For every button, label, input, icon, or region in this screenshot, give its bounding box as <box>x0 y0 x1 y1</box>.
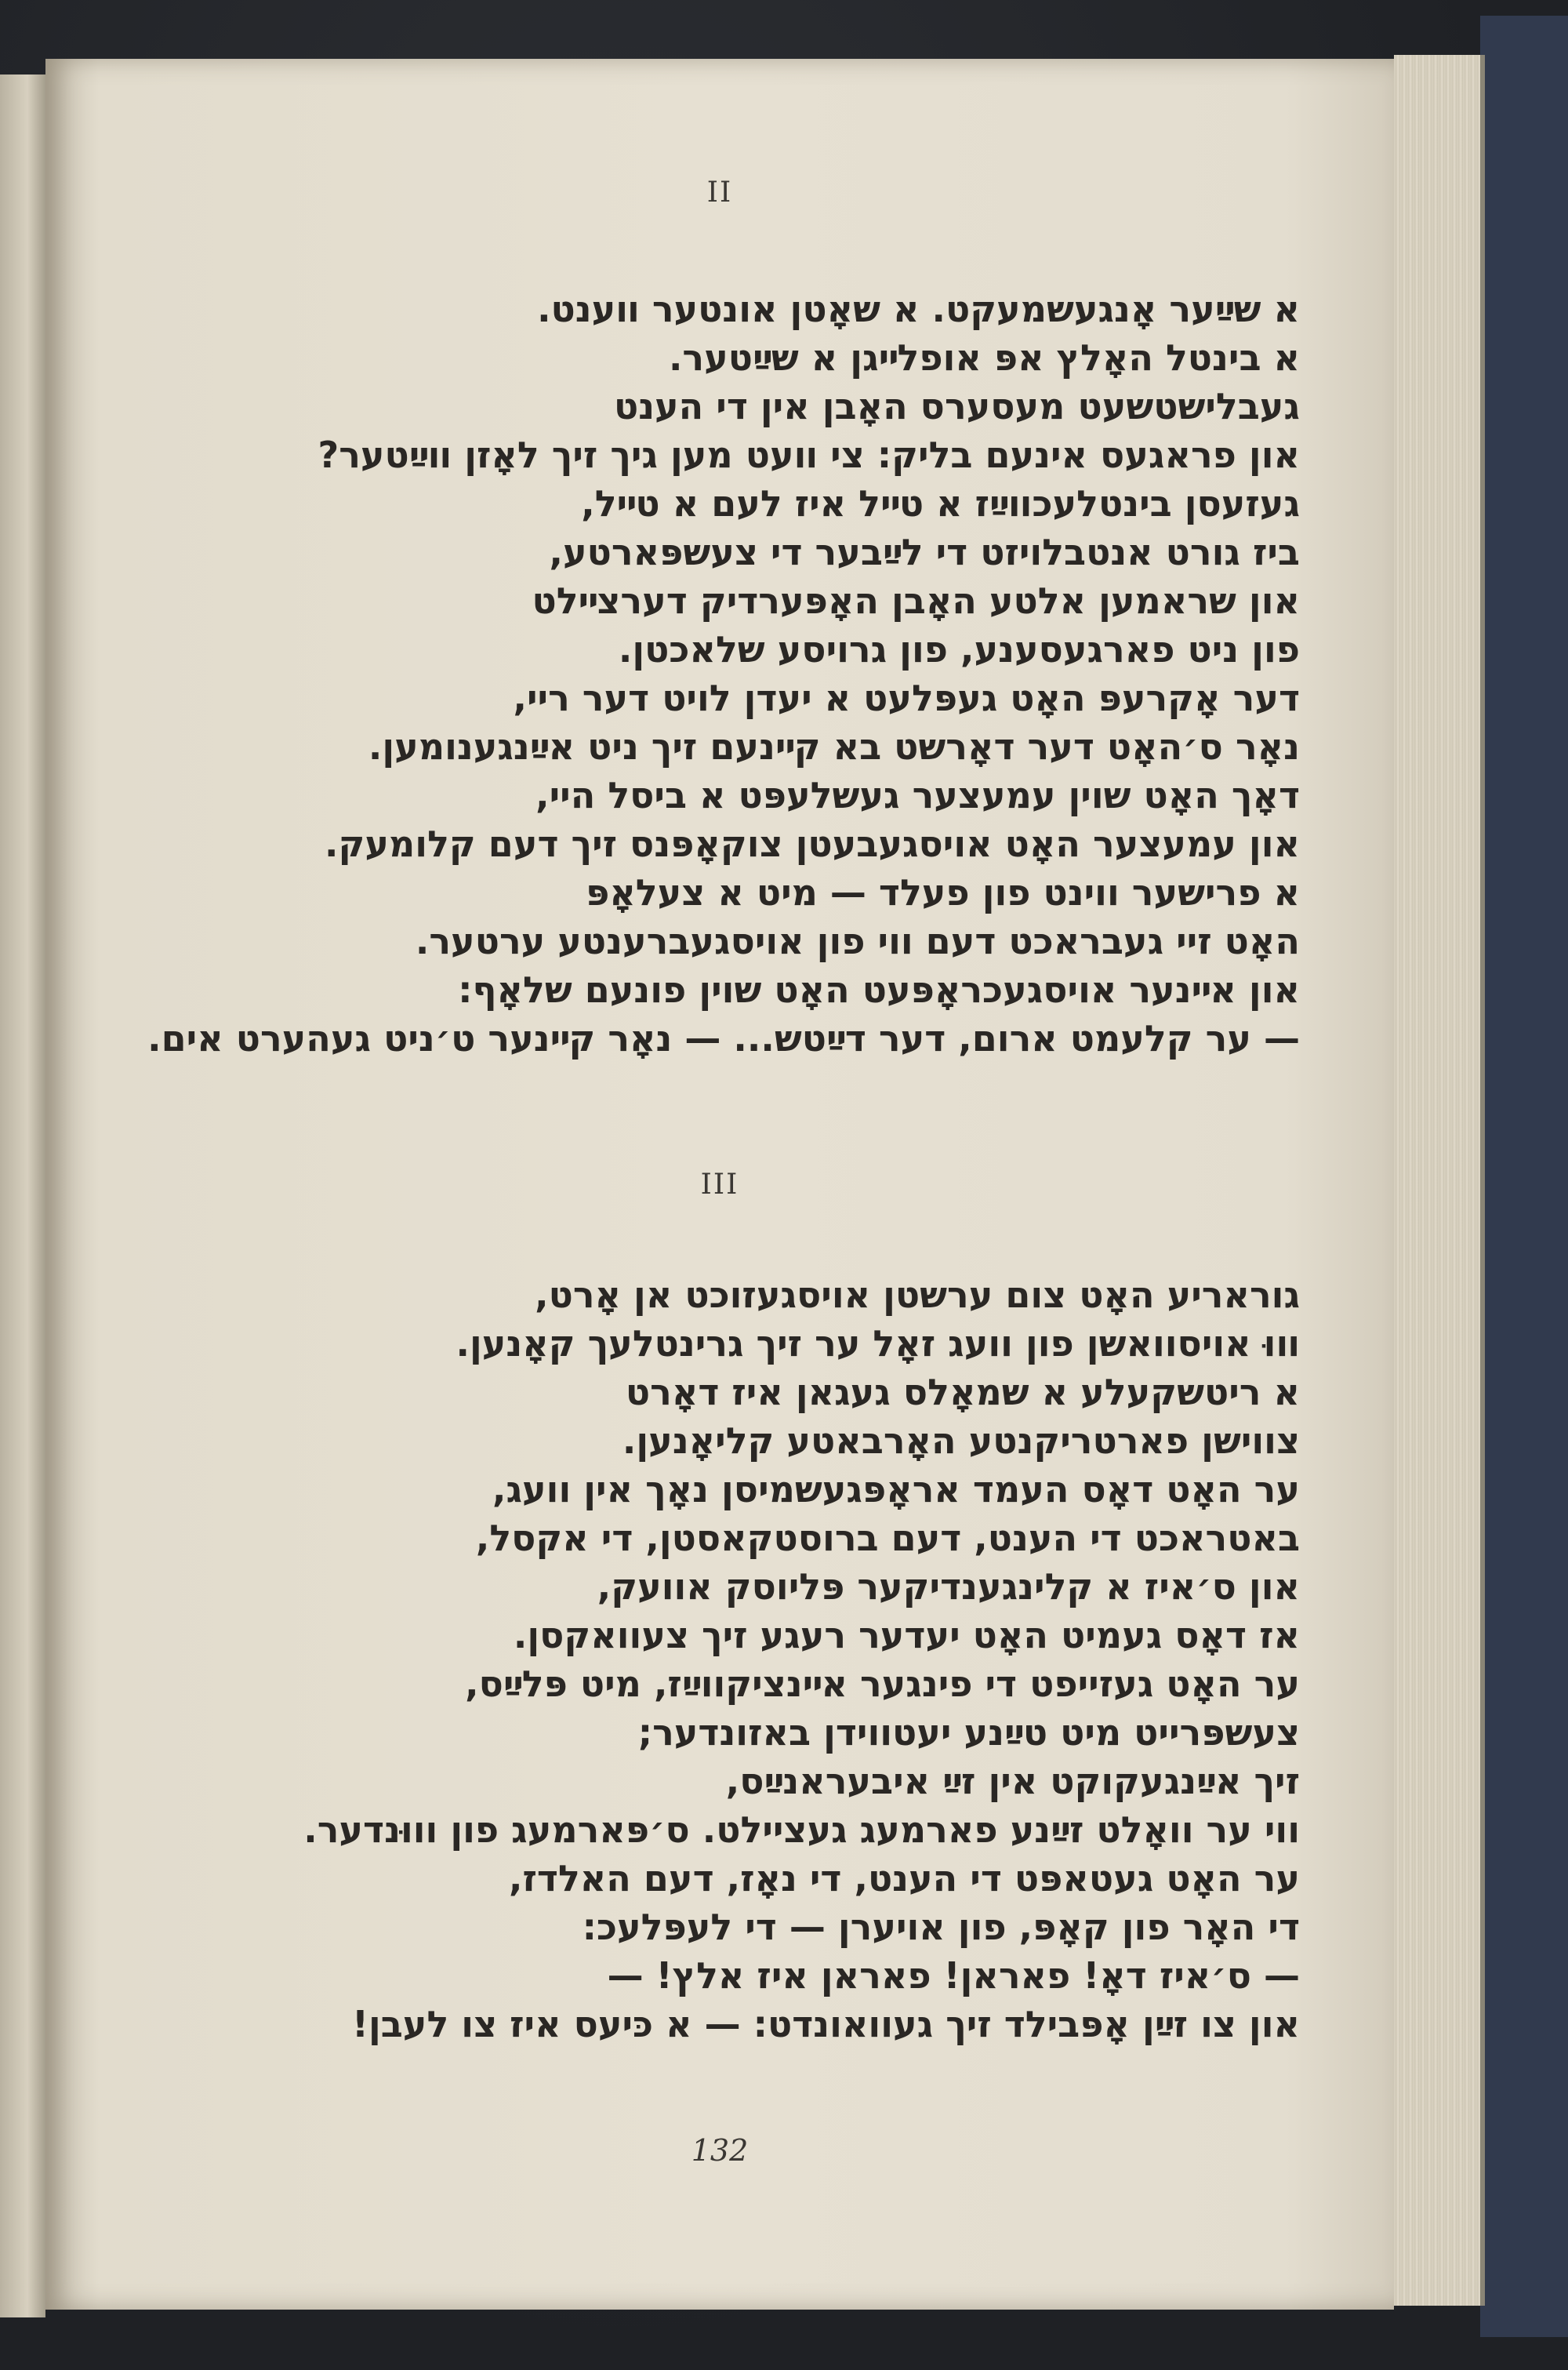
poem-line: א בינטל האָלץ אפּ אופלײגן א שײַטער. <box>668 336 1300 379</box>
poem-line: ביז גורט אנטבלויזט די לײַבער די צעשפּארטע, <box>549 531 1300 573</box>
poem-line: פון ניט פארגעסענע, פון גרויסע שלאכטן. <box>618 628 1300 671</box>
section-two-poem <box>124 285 1300 1063</box>
section-number-three: III <box>700 1169 739 1201</box>
poem-line: און אײנער אויסגעכראָפּעט האָט שוין פונעם שלאָף: <box>458 969 1300 1011</box>
poem-line: און שראמען אלטע האָבן האָפּערדיק דערצײלט <box>532 580 1300 622</box>
poem-line: דער אָקרעפּ האָט געפּלעט א יעדן לויט דער ריי, <box>513 677 1300 719</box>
poem-line: געזעסן בינטלעכװײַז א טײל איז לעם א טײל, <box>581 482 1300 525</box>
poem-line: נאָר ס׳האָט דער דאָרשט בא קײנעם זיך ניט אײַנגענומען. <box>368 725 1300 768</box>
poem-line: דאָך האָט שוין עמעצער געשלעפּט א ביסל היי, <box>535 774 1300 816</box>
poem-line: גוראריע האָט צום ערשטן אויסגעזוכט אן אָרט, <box>535 1274 1300 1316</box>
poem-line: און עמעצער האָט אויסגעבעטן צוקאָפּנס זיך דעם קלומעק. <box>325 823 1300 865</box>
poem-line: און פראגעס אינעם בליק: צי װעט מען גיך זיך לאָזן װײַטער? <box>318 434 1300 476</box>
poem-line: באטראכט די הענט, דעם ברוסטקאסטן, די אקסל, <box>475 1517 1300 1559</box>
section-number-two: II <box>706 176 733 209</box>
poem-line: צווישן פארטריקנטע האָרבאטע קליאָנען. <box>622 1419 1300 1462</box>
poem-line: און ס׳איז א קלינגענדיקער פּליוסק אוועק, <box>597 1565 1300 1608</box>
poem-line: זיך אײַנגעקוקט אין זײַ איבעראנײַס, <box>725 1760 1300 1802</box>
book-page <box>45 59 1394 2310</box>
poem-line: אז דאָס געמיט האָט יעדער רעגע זיך צעוואקסן. <box>513 1614 1300 1656</box>
poem-line: װוּ אויסוואשן פון וועג זאָל ער זיך גרינטלעך קאָנען. <box>456 1322 1300 1365</box>
page-number: 132 <box>691 2133 749 2168</box>
poem-line: צעשפּרייט מיט טײַנע יעטווידן באזונדער; <box>637 1711 1300 1754</box>
page-stack-edge <box>1394 55 1485 2306</box>
section-three-poem <box>124 1270 1300 2048</box>
left-page-edge <box>0 75 45 2317</box>
poem-line: האָט זיי געבראכט דעם ווי פון אויסגעברענטע ערטער. <box>415 920 1300 962</box>
poem-line: ער האָט געזייפט די פינגער אײנציקווײַז, מיט פּלײַס, <box>465 1663 1300 1705</box>
poem-line: — ס׳איז דאָ! פאראן! פאראן איז אלץ! — <box>607 1954 1300 1997</box>
book-cover-edge <box>1480 16 1568 2337</box>
poem-line: ער האָט געטאפּט די הענט, די נאָז, דעם האלדז, <box>509 1857 1300 1899</box>
poem-line: ער האָט דאָס העמד אראָפּגעשמיסן נאָך אין וועג, <box>492 1468 1300 1510</box>
poem-line: — ער קלעמט ארום, דער דײַטש... — נאָר קײנער ט׳ניט געהערט אים. <box>147 1017 1300 1060</box>
poem-line: א ריטשקעלע א שמאָלס געגאן איז דאָרט <box>625 1371 1300 1413</box>
poem-line: געבלישטשעט מעסערס האָבן אין די הענט <box>613 385 1300 427</box>
poem-line: און צו זײַן אָפּבילד זיך געוואונדט: — א כּיעס איז צו לעבן! <box>351 2003 1300 2045</box>
poem-line: די האָר פון קאָפּ, פון אויערן — די לעפּלעכ: <box>582 1906 1300 1948</box>
poem-line: ווי ער וואָלט זײַנע פארמעג געציילט. ס׳פּארמעג פון וווּנדער. <box>303 1808 1300 1851</box>
poem-line: א שײַער אָנגעשמעקט. א שאָטן אונטער װענט. <box>537 288 1300 330</box>
poem-line: א פרישער ווינט פון פעלד — מיט א צעלאָפּ <box>586 871 1300 914</box>
